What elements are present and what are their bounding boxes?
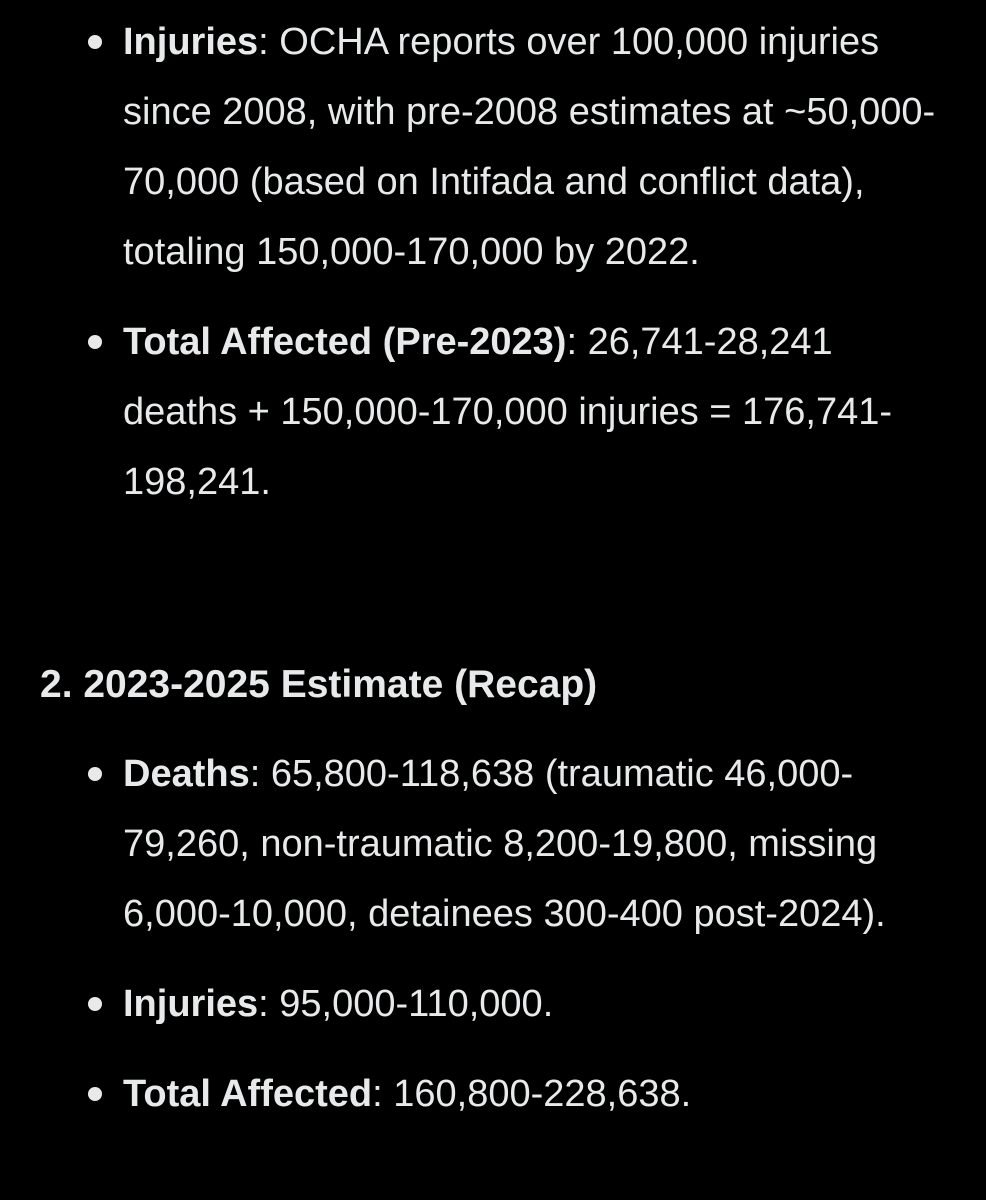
bullet-dot-icon: [88, 335, 102, 349]
bullet-label: Total Affected (Pre-2023): [123, 321, 567, 363]
bullet-text: : 95,000-110,000.: [258, 983, 554, 1025]
bullet-dot-icon: [88, 35, 102, 49]
bullet-dot-icon: [88, 1087, 102, 1101]
bullet-deaths: [0, 739, 986, 949]
bullet-total-affected-pre2023: [0, 307, 986, 517]
bullet-label: Deaths: [123, 753, 250, 795]
bullet-dot-icon: [88, 997, 102, 1011]
bullet-total-affected-2023-2025: [0, 1059, 986, 1129]
bullet-label: Injuries: [123, 983, 259, 1025]
bullet-text: : OCHA reports over 100,000 injuries since 2008, with pre-2008 estimates at ~50,000-70,000 (based on Intifada and conflict data), totaling 150,000-170,000 by 2022.: [123, 21, 936, 273]
bullet-text: : 26,741-28,241 deaths + 150,000-170,000 injuries = 176,741-198,241.: [123, 321, 893, 503]
bullet-injuries-pre2023: [0, 7, 986, 287]
bullet-dot-icon: [88, 767, 102, 781]
bullet-label: Injuries: [123, 21, 259, 63]
bullet-injuries-2023-2025: [0, 969, 986, 1039]
2023-2025-bullet-list: [0, 739, 986, 1129]
section-heading-2023-2025: 2. 2023-2025 Estimate (Recap): [40, 663, 598, 706]
pre-2023-bullet-list: [0, 7, 986, 517]
bullet-text: : 160,800-228,638.: [372, 1073, 692, 1115]
bullet-label: Total Affected: [123, 1073, 373, 1115]
bullet-text: : 65,800-118,638 (traumatic 46,000-79,260, non-traumatic 8,200-19,800, missing 6,000-10,000, detainees 300-400 post-2024).: [123, 753, 886, 935]
